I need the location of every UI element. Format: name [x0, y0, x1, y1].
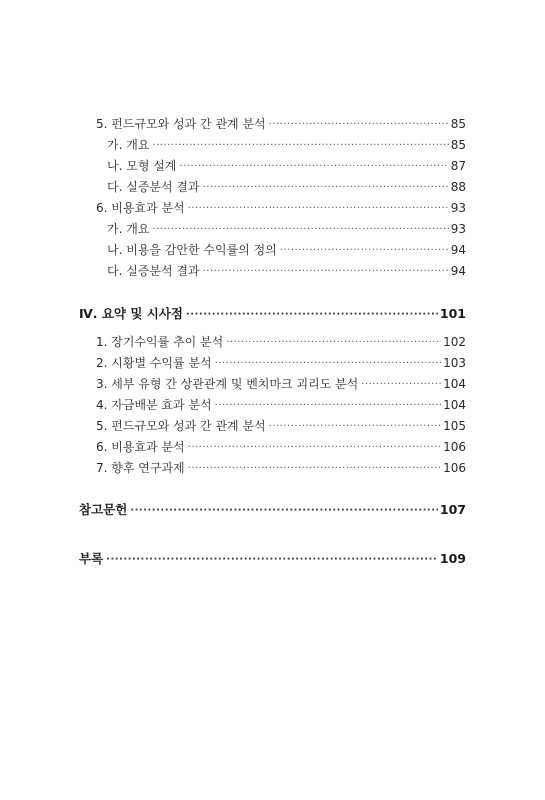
toc-leader-dots [179, 157, 448, 177]
toc-entry-label: 5. 펀드규모와 성과 간 관계 분석 [96, 117, 266, 131]
toc-leader-dots [106, 550, 438, 570]
toc-entry-correlation-benchmark[interactable] [96, 374, 466, 394]
toc-entry-label: 가. 개요 [107, 138, 150, 152]
toc-entry-page: 88 [450, 180, 466, 194]
toc-entry-model-design[interactable] [107, 156, 466, 176]
toc-entry-label: 6. 비용효과 분석 [96, 201, 185, 215]
toc-chapter-appendix[interactable] [79, 549, 466, 569]
toc-entry-empirical-results-2[interactable] [107, 261, 466, 281]
toc-entry-allocation-effect[interactable] [96, 395, 466, 415]
toc-entry-label: 다. 실증분석 결과 [107, 180, 200, 194]
toc-chapter-summary[interactable] [79, 304, 466, 324]
toc-leader-dots [203, 178, 449, 198]
toc-chapter-references[interactable] [79, 500, 466, 520]
toc-leader-dots [188, 438, 441, 458]
toc-leader-dots [130, 501, 438, 521]
toc-entry-market-return[interactable] [96, 353, 466, 373]
toc-leader-dots [215, 354, 441, 374]
toc-entry-label: 6. 비용효과 분석 [96, 440, 185, 454]
toc-entry-long-term-return[interactable] [96, 332, 466, 352]
toc-entry-page: 103 [443, 356, 466, 370]
toc-chapter-label: 부록 [79, 551, 104, 566]
toc-entry-page: 93 [450, 201, 466, 215]
toc-entry-label: 나. 모형 설계 [107, 159, 177, 173]
toc-entry-page: 102 [443, 335, 466, 349]
toc-entry-label: 다. 실증분석 결과 [107, 264, 200, 278]
toc-chapter-page: 101 [439, 306, 466, 321]
toc-entry-label: 7. 향후 연구과제 [96, 461, 185, 475]
toc-entry-empirical-results[interactable] [107, 177, 466, 197]
toc-chapter-page: 107 [439, 502, 466, 517]
toc-leader-dots [361, 375, 441, 395]
toc-entry-label: 가. 개요 [107, 222, 150, 236]
toc-leader-dots [215, 396, 441, 416]
toc-entry-cost-adjusted-return[interactable] [107, 240, 466, 260]
toc-entry-page: 106 [443, 461, 466, 475]
toc-entry-overview[interactable] [107, 135, 466, 155]
toc-entry-page: 93 [450, 222, 466, 236]
toc-leader-dots [280, 241, 449, 261]
toc-entry-label: 2. 시황별 수익률 분석 [96, 356, 212, 370]
toc-entry-label: 4. 자금배분 효과 분석 [96, 398, 212, 412]
toc-entry-label: 1. 장기수익률 추이 분석 [96, 335, 224, 349]
toc-leader-dots [152, 220, 448, 240]
toc-chapter-label: 참고문헌 [79, 502, 128, 517]
toc-entry-future-research[interactable] [96, 458, 466, 478]
toc-entry-cost-effect-2[interactable] [96, 437, 466, 457]
toc-leader-dots [188, 199, 449, 219]
toc-entry-page: 85 [450, 117, 466, 131]
toc-entry-overview-2[interactable] [107, 219, 466, 239]
toc-leader-dots [152, 136, 448, 156]
toc-entry-fund-size[interactable] [96, 114, 466, 134]
toc-entry-fund-size-2[interactable] [96, 416, 466, 436]
toc-entry-label: 3. 세부 유형 간 상관관계 및 벤치마크 괴리도 분석 [96, 377, 359, 391]
toc-entry-page: 87 [450, 159, 466, 173]
toc-entry-page: 104 [443, 398, 466, 412]
toc-entry-page: 106 [443, 440, 466, 454]
toc-leader-dots [269, 417, 441, 437]
toc-leader-dots [269, 115, 449, 135]
toc-entry-page: 104 [443, 377, 466, 391]
toc-entry-page: 94 [450, 243, 466, 257]
toc-leader-dots [226, 333, 441, 353]
toc-leader-dots [203, 262, 449, 282]
toc-entry-page: 85 [450, 138, 466, 152]
toc-entry-cost-effect[interactable] [96, 198, 466, 218]
toc-entry-page: 105 [443, 419, 466, 433]
toc-entry-label: 5. 펀드규모와 성과 간 관계 분석 [96, 419, 266, 433]
toc-entry-page: 94 [450, 264, 466, 278]
toc-leader-dots [186, 305, 438, 325]
toc-chapter-page: 109 [439, 551, 466, 566]
toc-leader-dots [188, 459, 441, 479]
toc-chapter-label: Ⅳ. 요약 및 시사점 [79, 306, 183, 321]
toc-entry-label: 나. 비용을 감안한 수익률의 정의 [107, 243, 277, 257]
